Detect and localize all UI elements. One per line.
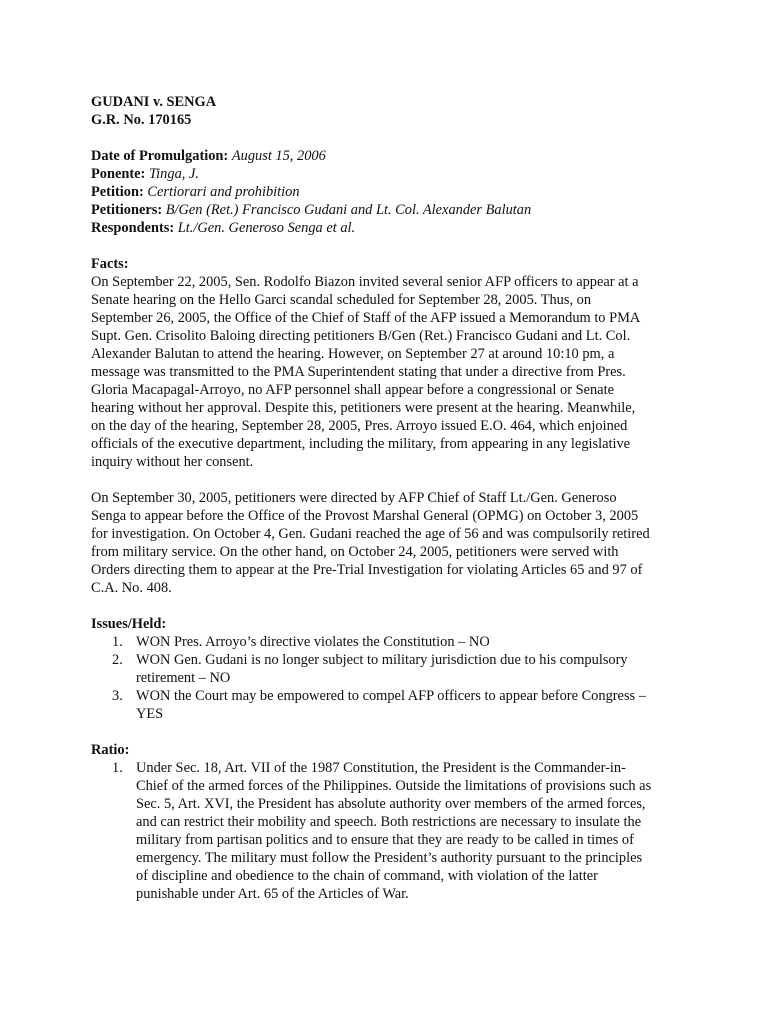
promulgation-line [91, 147, 683, 165]
ratio-list [91, 759, 683, 903]
paragraph-line: on the day of the hearing, September 28, 2005, Pres. Arroyo issued E.O. 464, which enjoined [91, 418, 628, 434]
facts-paragraph-1 [91, 273, 683, 471]
list-item-number: 3. [112, 688, 123, 704]
case-number: G.R. No. 170165 [91, 112, 192, 128]
petitioners-label: Petitioners: [91, 202, 163, 218]
list-item-text: punishable under Art. 65 of the Articles of War. [136, 886, 409, 902]
list-item-text: of discipline and obedience to the chain of command, with violation of the latter [136, 868, 598, 884]
ratio-heading: Ratio: [91, 742, 130, 758]
respondents-value: Lt./Gen. Generoso Senga et al. [177, 220, 356, 236]
paragraph-line: Senga to appear before the Office of the Provost Marshal General (OPMG) on October 3, 2005 [91, 508, 639, 524]
paragraph-line: from military service. On the other hand, on October 24, 2005, petitioners were served with [91, 544, 619, 560]
list-item-text: WON Pres. Arroyo’s directive violates the Constitution – NO [136, 634, 490, 650]
list-item [91, 633, 683, 651]
paragraph-line: message was transmitted to the PMA Superintendent stating that under a directive from Pres. [91, 364, 626, 380]
petitioners-value: B/Gen (Ret.) Francisco Gudani and Lt. Col. Alexander Balutan [165, 202, 532, 218]
case-title: GUDANI v. SENGA [91, 94, 217, 110]
list-item-text: and can restrict their mobility and speech. Both restrictions are necessary to insulate the [136, 814, 642, 830]
list-item-number: 1. [112, 760, 123, 776]
ponente-line [91, 165, 683, 183]
ponente-value: Tinga, J. [148, 166, 199, 182]
facts-heading: Facts: [91, 256, 129, 272]
list-item-text: WON Gen. Gudani is no longer subject to military jurisdiction due to his compulsory [136, 652, 628, 668]
list-item-text: emergency. The military must follow the President’s authority pursuant to the principles [136, 850, 643, 866]
paragraph-line: Gloria Macapagal-Arroyo, no AFP personnel shall appear before a congressional or Senate [91, 382, 614, 398]
respondents-label: Respondents: [91, 220, 175, 236]
list-item [91, 651, 683, 687]
case-digest [91, 93, 683, 903]
paragraph-line: Alexander Balutan to attend the hearing. However, on September 27 at around 10:10 pm, a [91, 346, 615, 362]
list-item-text: retirement – NO [136, 670, 231, 686]
ponente-label: Ponente: [91, 166, 146, 182]
paragraph-line: Senate hearing on the Hello Garci scandal scheduled for September 28, 2005. Thus, on [91, 292, 592, 308]
list-item-text: Sec. 5, Art. XVI, the President has absolute authority over members of the armed forces, [136, 796, 646, 812]
list-item-text: YES [136, 706, 164, 722]
list-item [91, 759, 683, 903]
petition-line [91, 183, 683, 201]
paragraph-line: On September 22, 2005, Sen. Rodolfo Biazon invited several senior AFP officers to appear at a [91, 274, 639, 290]
facts-paragraph-2 [91, 489, 683, 597]
issues-list [91, 633, 683, 723]
list-item [91, 687, 683, 723]
paragraph-line: On September 30, 2005, petitioners were directed by AFP Chief of Staff Lt./Gen. Generoso [91, 490, 617, 506]
paragraph-line: hearing without her approval. Despite this, petitioners were present at the hearing. Meanwhile, [91, 400, 636, 416]
promulgation-label: Date of Promulgation: [91, 148, 229, 164]
issues-heading: Issues/Held: [91, 616, 167, 632]
paragraph-line: for investigation. On October 4, Gen. Gudani reached the age of 56 and was compulsorily retired [91, 526, 650, 542]
paragraph-line: C.A. No. 408. [91, 580, 172, 596]
list-item-text: military from partisan politics and to ensure that they are ready to be called in times of [136, 832, 634, 848]
list-item-text: WON the Court may be empowered to compel AFP officers to appear before Congress – [136, 688, 646, 704]
petition-label: Petition: [91, 184, 144, 200]
paragraph-line: officials of the executive department, including the military, from appearing in any legislative [91, 436, 631, 452]
paragraph-line: inquiry without her consent. [91, 454, 254, 470]
respondents-line [91, 219, 683, 237]
paragraph-line: Orders directing them to appear at the Pre-Trial Investigation for violating Articles 65 and 97 of [91, 562, 643, 578]
promulgation-value: August 15, 2006 [231, 148, 326, 164]
petition-value: Certiorari and prohibition [147, 184, 300, 200]
paragraph-line: Supt. Gen. Crisolito Baloing directing petitioners B/Gen (Ret.) Francisco Gudani and Lt. Col. [91, 328, 631, 344]
list-item-number: 1. [112, 634, 123, 650]
list-item-text: Under Sec. 18, Art. VII of the 1987 Constitution, the President is the Commander-in- [136, 760, 626, 776]
list-item-text: Chief of the armed forces of the Philippines. Outside the limitations of provisions such as [136, 778, 652, 794]
petitioners-line [91, 201, 683, 219]
list-item-number: 2. [112, 652, 123, 668]
paragraph-line: September 26, 2005, the Office of the Chief of Staff of the AFP issued a Memorandum to PMA [91, 310, 641, 326]
